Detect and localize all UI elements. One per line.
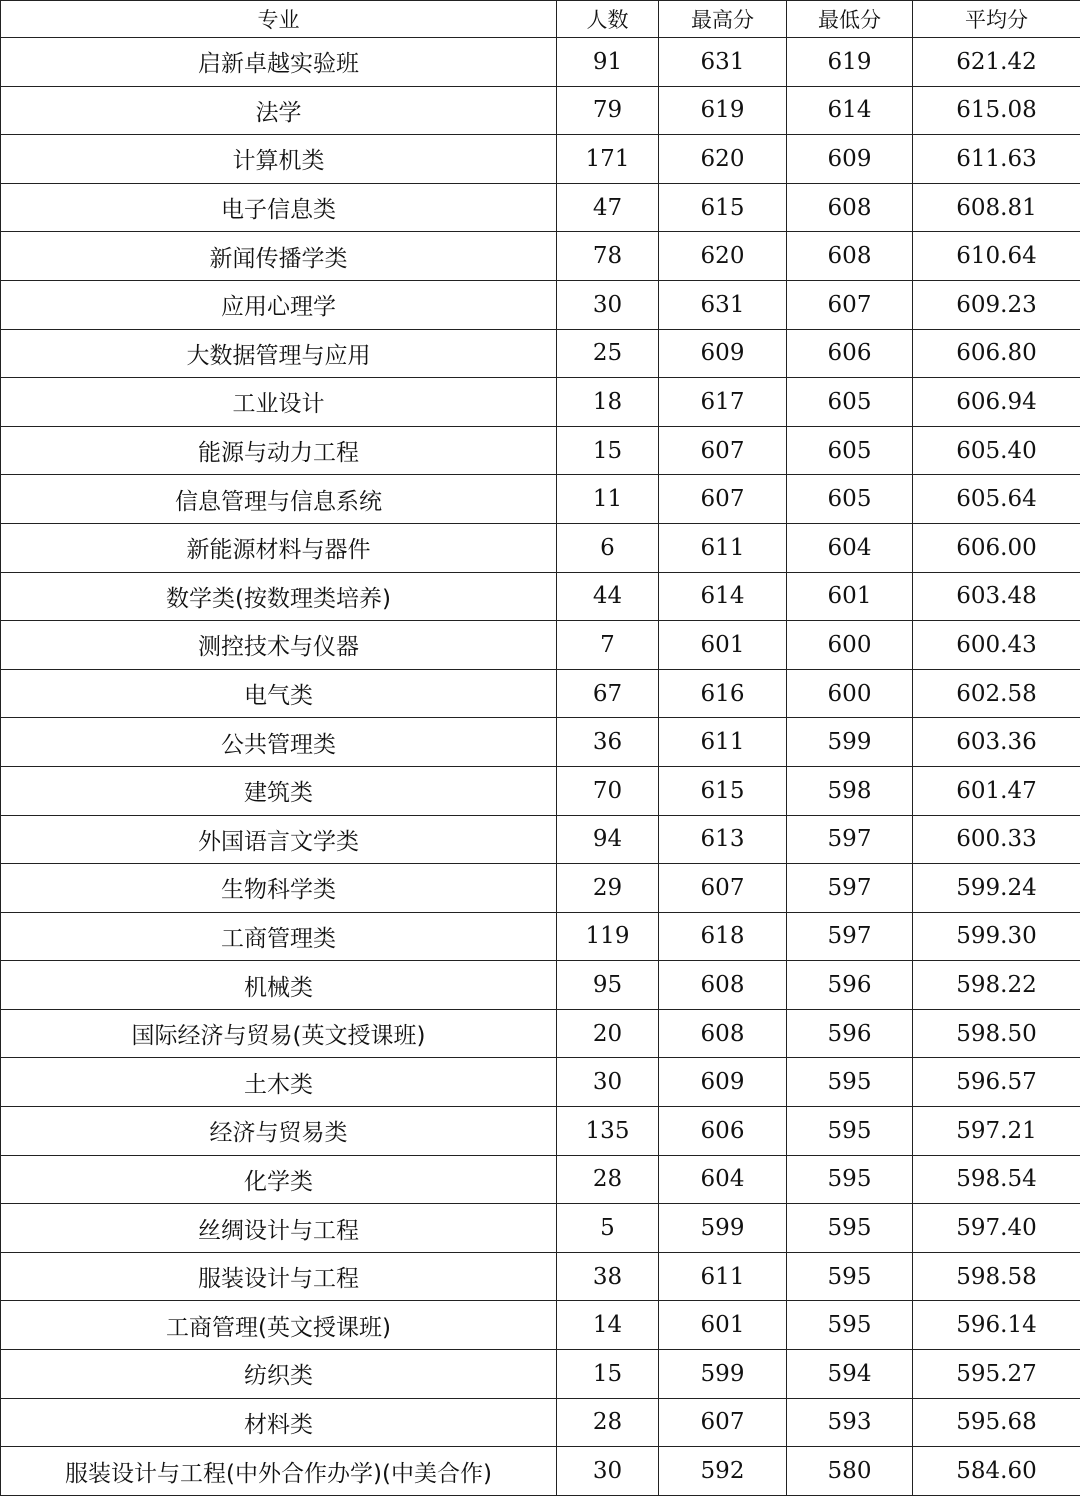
cell-avg-score: 611.63	[913, 135, 1080, 184]
cell-major: 机械类	[1, 961, 557, 1010]
cell-count: 6	[557, 523, 659, 572]
cell-count: 20	[557, 1009, 659, 1058]
cell-min-score: 604	[787, 523, 913, 572]
table-row	[1, 1204, 1080, 1253]
cell-count: 94	[557, 815, 659, 864]
cell-max-score: 619	[659, 86, 787, 135]
table-row	[1, 475, 1080, 524]
cell-avg-score: 602.58	[913, 669, 1080, 718]
cell-max-score: 609	[659, 329, 787, 378]
cell-avg-score: 606.94	[913, 378, 1080, 427]
cell-count: 171	[557, 135, 659, 184]
cell-min-score: 598	[787, 766, 913, 815]
cell-count: 67	[557, 669, 659, 718]
cell-major: 纺织类	[1, 1350, 557, 1399]
table-row	[1, 961, 1080, 1010]
table-row	[1, 815, 1080, 864]
cell-avg-score: 601.47	[913, 766, 1080, 815]
header-count: 人数	[557, 1, 659, 38]
header-major: 专业	[1, 1, 557, 38]
table-row	[1, 426, 1080, 475]
table-row	[1, 572, 1080, 621]
cell-avg-score: 598.54	[913, 1155, 1080, 1204]
cell-max-score: 616	[659, 669, 787, 718]
cell-avg-score: 603.36	[913, 718, 1080, 767]
cell-max-score: 617	[659, 378, 787, 427]
cell-min-score: 608	[787, 183, 913, 232]
cell-major: 应用心理学	[1, 280, 557, 329]
cell-avg-score: 598.22	[913, 961, 1080, 1010]
cell-max-score: 614	[659, 572, 787, 621]
cell-max-score: 607	[659, 426, 787, 475]
cell-avg-score: 598.58	[913, 1252, 1080, 1301]
cell-avg-score: 621.42	[913, 38, 1080, 87]
table-row	[1, 135, 1080, 184]
table-row	[1, 766, 1080, 815]
cell-min-score: 595	[787, 1058, 913, 1107]
cell-count: 79	[557, 86, 659, 135]
table-row	[1, 1252, 1080, 1301]
cell-max-score: 611	[659, 718, 787, 767]
cell-min-score: 607	[787, 280, 913, 329]
cell-major: 外国语言文学类	[1, 815, 557, 864]
cell-avg-score: 600.43	[913, 621, 1080, 670]
cell-major: 计算机类	[1, 135, 557, 184]
cell-count: 28	[557, 1398, 659, 1447]
header-min-score: 最低分	[787, 1, 913, 38]
cell-max-score: 604	[659, 1155, 787, 1204]
cell-major: 信息管理与信息系统	[1, 475, 557, 524]
cell-min-score: 595	[787, 1204, 913, 1253]
table-row	[1, 1155, 1080, 1204]
cell-major: 电气类	[1, 669, 557, 718]
table-row	[1, 1447, 1080, 1496]
cell-max-score: 613	[659, 815, 787, 864]
table-row	[1, 1350, 1080, 1399]
table-row	[1, 523, 1080, 572]
cell-max-score: 607	[659, 864, 787, 913]
cell-count: 70	[557, 766, 659, 815]
cell-max-score: 620	[659, 135, 787, 184]
cell-count: 36	[557, 718, 659, 767]
cell-max-score: 620	[659, 232, 787, 281]
cell-avg-score: 595.68	[913, 1398, 1080, 1447]
cell-avg-score: 609.23	[913, 280, 1080, 329]
cell-min-score: 609	[787, 135, 913, 184]
cell-avg-score: 599.30	[913, 912, 1080, 961]
cell-count: 28	[557, 1155, 659, 1204]
cell-avg-score: 596.57	[913, 1058, 1080, 1107]
table-row	[1, 864, 1080, 913]
cell-avg-score: 599.24	[913, 864, 1080, 913]
cell-max-score: 631	[659, 280, 787, 329]
cell-major: 经济与贸易类	[1, 1107, 557, 1156]
cell-max-score: 606	[659, 1107, 787, 1156]
cell-major: 国际经济与贸易(英文授课班)	[1, 1009, 557, 1058]
table-row	[1, 183, 1080, 232]
table-row	[1, 1107, 1080, 1156]
cell-major: 丝绸设计与工程	[1, 1204, 557, 1253]
cell-max-score: 601	[659, 1301, 787, 1350]
cell-min-score: 599	[787, 718, 913, 767]
table-row	[1, 86, 1080, 135]
cell-major: 工商管理类	[1, 912, 557, 961]
cell-major: 生物科学类	[1, 864, 557, 913]
cell-count: 91	[557, 38, 659, 87]
cell-min-score: 595	[787, 1155, 913, 1204]
table-row	[1, 621, 1080, 670]
table-row	[1, 38, 1080, 87]
cell-count: 15	[557, 426, 659, 475]
table-row	[1, 718, 1080, 767]
cell-avg-score: 608.81	[913, 183, 1080, 232]
cell-min-score: 597	[787, 864, 913, 913]
cell-count: 38	[557, 1252, 659, 1301]
table-row	[1, 912, 1080, 961]
cell-major: 公共管理类	[1, 718, 557, 767]
cell-count: 30	[557, 280, 659, 329]
cell-major: 服装设计与工程(中外合作办学)(中美合作)	[1, 1447, 557, 1496]
cell-min-score: 596	[787, 1009, 913, 1058]
cell-min-score: 619	[787, 38, 913, 87]
cell-max-score: 599	[659, 1204, 787, 1253]
table-row	[1, 329, 1080, 378]
cell-min-score: 597	[787, 912, 913, 961]
table-row	[1, 280, 1080, 329]
cell-major: 土木类	[1, 1058, 557, 1107]
cell-count: 18	[557, 378, 659, 427]
cell-avg-score: 605.64	[913, 475, 1080, 524]
cell-count: 78	[557, 232, 659, 281]
cell-avg-score: 596.14	[913, 1301, 1080, 1350]
cell-max-score: 608	[659, 961, 787, 1010]
cell-max-score: 608	[659, 1009, 787, 1058]
cell-max-score: 599	[659, 1350, 787, 1399]
table-row	[1, 1301, 1080, 1350]
cell-min-score: 605	[787, 475, 913, 524]
cell-major: 电子信息类	[1, 183, 557, 232]
cell-count: 11	[557, 475, 659, 524]
cell-major: 服装设计与工程	[1, 1252, 557, 1301]
cell-major: 新能源材料与器件	[1, 523, 557, 572]
cell-major: 大数据管理与应用	[1, 329, 557, 378]
table-row	[1, 1398, 1080, 1447]
cell-min-score: 606	[787, 329, 913, 378]
cell-major: 能源与动力工程	[1, 426, 557, 475]
cell-major: 化学类	[1, 1155, 557, 1204]
cell-avg-score: 598.50	[913, 1009, 1080, 1058]
cell-avg-score: 605.40	[913, 426, 1080, 475]
cell-min-score: 596	[787, 961, 913, 1010]
cell-min-score: 608	[787, 232, 913, 281]
cell-min-score: 580	[787, 1447, 913, 1496]
cell-major: 工业设计	[1, 378, 557, 427]
cell-max-score: 631	[659, 38, 787, 87]
cell-min-score: 593	[787, 1398, 913, 1447]
cell-avg-score: 597.40	[913, 1204, 1080, 1253]
cell-max-score: 611	[659, 523, 787, 572]
cell-major: 建筑类	[1, 766, 557, 815]
cell-count: 95	[557, 961, 659, 1010]
cell-count: 30	[557, 1447, 659, 1496]
cell-avg-score: 606.80	[913, 329, 1080, 378]
cell-count: 15	[557, 1350, 659, 1399]
table-row	[1, 1009, 1080, 1058]
cell-count: 30	[557, 1058, 659, 1107]
cell-max-score: 618	[659, 912, 787, 961]
cell-min-score: 597	[787, 815, 913, 864]
cell-min-score: 614	[787, 86, 913, 135]
cell-count: 14	[557, 1301, 659, 1350]
cell-major: 启新卓越实验班	[1, 38, 557, 87]
table-row	[1, 378, 1080, 427]
cell-min-score: 600	[787, 621, 913, 670]
cell-max-score: 592	[659, 1447, 787, 1496]
cell-count: 135	[557, 1107, 659, 1156]
cell-avg-score: 606.00	[913, 523, 1080, 572]
cell-count: 44	[557, 572, 659, 621]
cell-max-score: 615	[659, 183, 787, 232]
cell-major: 新闻传播学类	[1, 232, 557, 281]
cell-min-score: 601	[787, 572, 913, 621]
cell-avg-score: 584.60	[913, 1447, 1080, 1496]
cell-max-score: 607	[659, 1398, 787, 1447]
cell-avg-score: 595.27	[913, 1350, 1080, 1399]
cell-min-score: 595	[787, 1252, 913, 1301]
table-row	[1, 232, 1080, 281]
cell-count: 29	[557, 864, 659, 913]
table-row	[1, 1058, 1080, 1107]
cell-major: 工商管理(英文授课班)	[1, 1301, 557, 1350]
cell-max-score: 615	[659, 766, 787, 815]
cell-max-score: 607	[659, 475, 787, 524]
cell-max-score: 611	[659, 1252, 787, 1301]
header-max-score: 最高分	[659, 1, 787, 38]
cell-avg-score: 603.48	[913, 572, 1080, 621]
cell-max-score: 601	[659, 621, 787, 670]
cell-avg-score: 597.21	[913, 1107, 1080, 1156]
cell-avg-score: 615.08	[913, 86, 1080, 135]
cell-count: 5	[557, 1204, 659, 1253]
cell-min-score: 600	[787, 669, 913, 718]
cell-count: 7	[557, 621, 659, 670]
cell-max-score: 609	[659, 1058, 787, 1107]
cell-min-score: 605	[787, 378, 913, 427]
cell-min-score: 605	[787, 426, 913, 475]
cell-avg-score: 600.33	[913, 815, 1080, 864]
cell-min-score: 595	[787, 1301, 913, 1350]
cell-major: 材料类	[1, 1398, 557, 1447]
cell-count: 25	[557, 329, 659, 378]
cell-count: 119	[557, 912, 659, 961]
cell-min-score: 595	[787, 1107, 913, 1156]
cell-major: 测控技术与仪器	[1, 621, 557, 670]
cell-avg-score: 610.64	[913, 232, 1080, 281]
table-header-row	[1, 1, 1080, 38]
cell-major: 法学	[1, 86, 557, 135]
table-row	[1, 669, 1080, 718]
cell-min-score: 594	[787, 1350, 913, 1399]
cell-major: 数学类(按数理类培养)	[1, 572, 557, 621]
header-avg-score: 平均分	[913, 1, 1080, 38]
cell-count: 47	[557, 183, 659, 232]
